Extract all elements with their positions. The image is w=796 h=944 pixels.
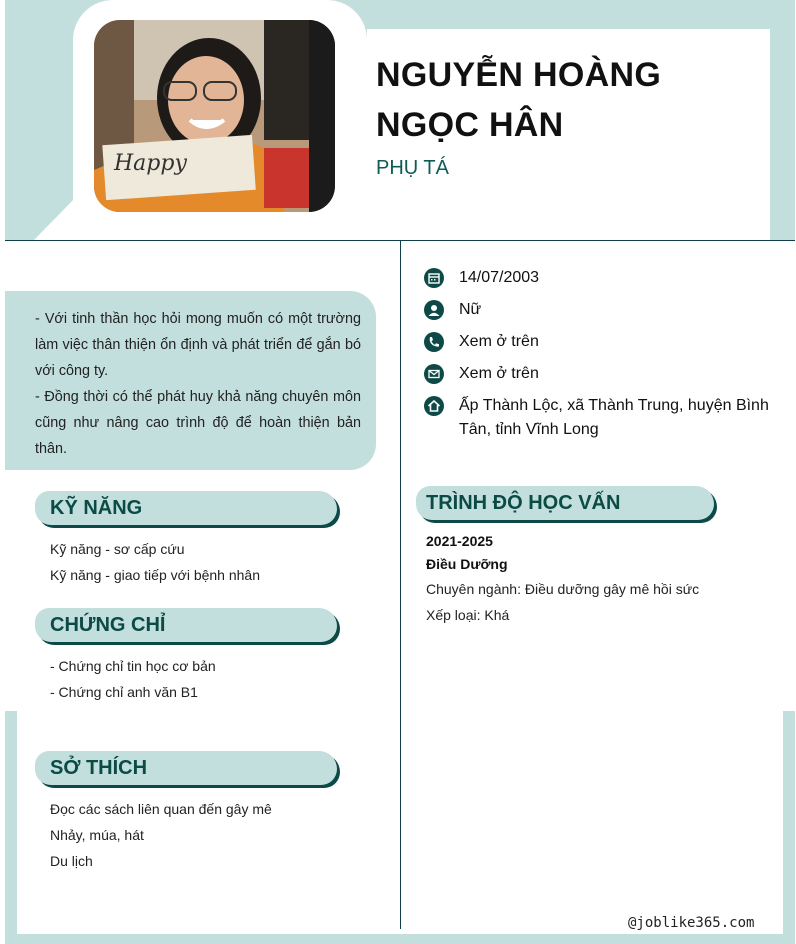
home-icon xyxy=(424,396,444,416)
certificates-heading: CHỨNG CHỈ xyxy=(35,608,337,642)
watermark: @joblike365.com xyxy=(628,915,755,931)
calendar-icon xyxy=(424,268,444,288)
photo-notch xyxy=(33,195,78,241)
hobbies-heading: SỞ THÍCH xyxy=(35,751,337,785)
skill-item: Kỹ năng - giao tiếp với bệnh nhân xyxy=(50,567,260,583)
address-value: Ấp Thành Lộc, xã Thành Trung, huyện Bình Tân, tỉnh Vĩnh Long xyxy=(459,397,769,438)
avatar-photo xyxy=(94,20,335,212)
email-value: Xem ở trên xyxy=(459,365,539,382)
hobby-item: Du lịch xyxy=(50,853,93,869)
objective-text xyxy=(35,306,361,462)
skill-item: Kỹ năng - sơ cấp cứu xyxy=(50,541,185,557)
svg-text:Happy: Happy xyxy=(114,151,187,176)
education-heading: TRÌNH ĐỘ HỌC VẤN xyxy=(416,486,714,520)
hobbies-list xyxy=(50,796,272,874)
column-divider xyxy=(400,241,401,929)
bottom-frame-left xyxy=(5,711,17,934)
objective-line-1: - Với tinh thần học hỏi mong muốn có một trường làm việc thân thiện ổn định và phát triển để gắn bó với công ty. xyxy=(35,311,361,379)
hobby-item: Nhảy, múa, hát xyxy=(50,827,144,843)
certificate-item: - Chứng chỉ tin học cơ bản xyxy=(50,658,216,674)
candidate-name xyxy=(376,50,756,150)
gender-value: Nữ xyxy=(459,301,482,318)
certificates-list xyxy=(50,653,216,705)
phone-value: Xem ở trên xyxy=(459,333,539,350)
education-major: Chuyên ngành: Điều dưỡng gây mê hồi sức xyxy=(426,581,700,597)
skills-list xyxy=(50,536,260,588)
hobby-item: Đọc các sách liên quan đến gây mê xyxy=(50,801,272,817)
user-icon xyxy=(424,300,444,320)
name-line-1: NGUYỄN HOÀNG xyxy=(376,56,662,94)
phone-icon xyxy=(424,332,444,352)
bottom-frame-bottom xyxy=(5,934,795,944)
education-rank: Xếp loại: Khá xyxy=(426,607,510,623)
bottom-frame-right xyxy=(783,711,795,934)
education-entry xyxy=(426,530,776,628)
certificate-item: - Chứng chỉ anh văn B1 xyxy=(50,684,198,700)
name-line-2: NGỌC HÂN xyxy=(376,106,564,144)
education-years: 2021-2025 xyxy=(426,533,493,549)
objective-line-2: - Đồng thời có thể phát huy khả năng chuyên môn cũng như nâng cao trình độ để hoàn thiện bản thân. xyxy=(35,389,361,457)
education-field: Điều Dưỡng xyxy=(426,556,508,572)
birthday-value: 14/07/2003 xyxy=(459,269,540,286)
info-address xyxy=(424,394,774,442)
email-icon xyxy=(424,364,444,384)
job-title: PHỤ TÁ xyxy=(376,157,449,179)
skills-heading: KỸ NĂNG xyxy=(35,491,337,525)
